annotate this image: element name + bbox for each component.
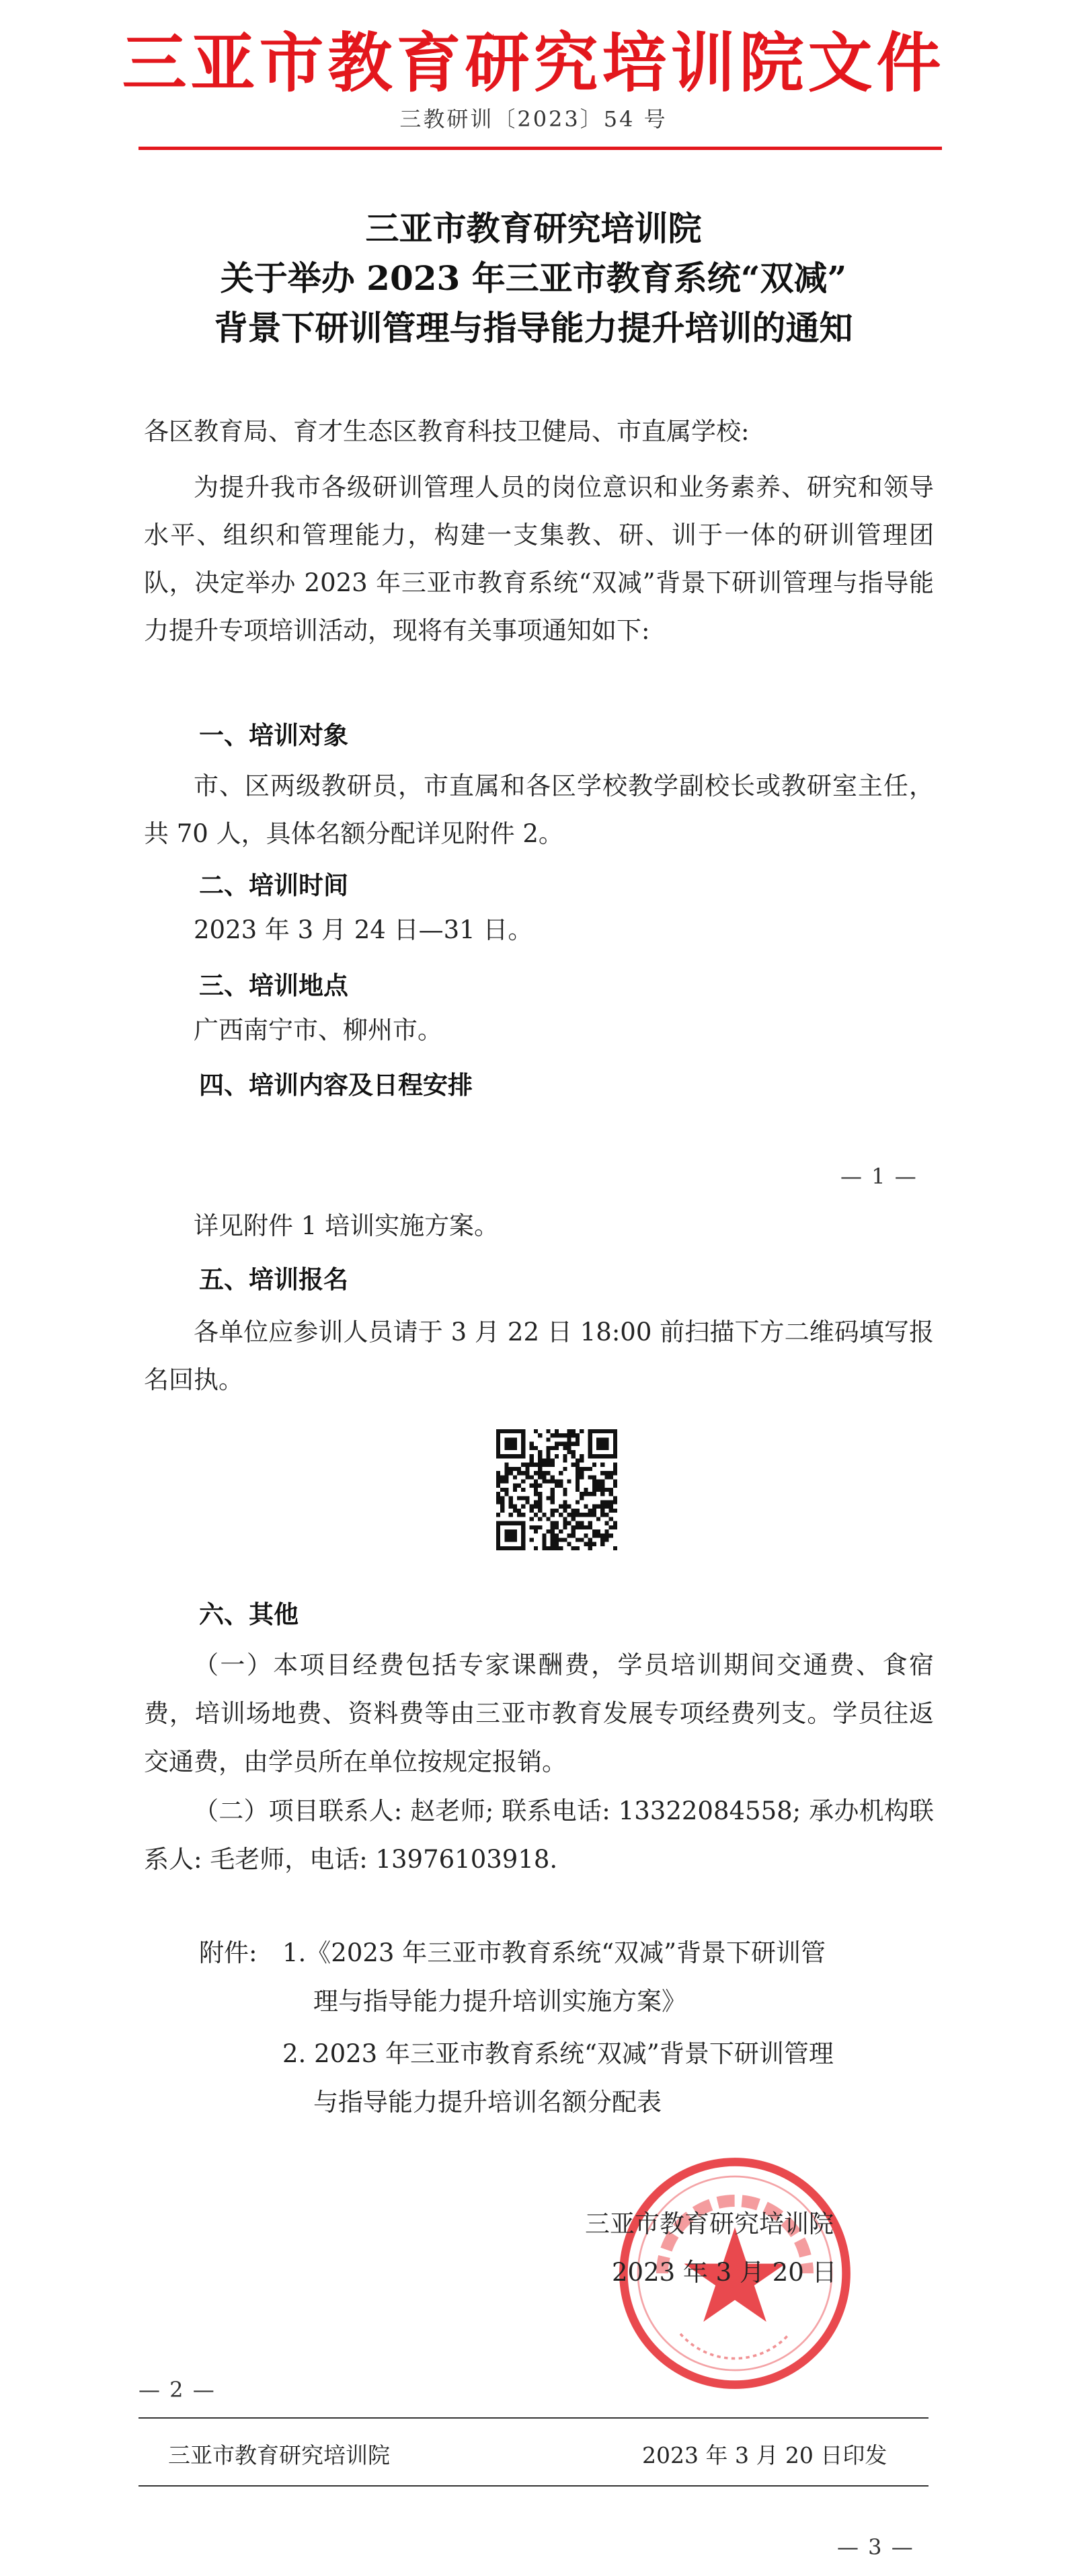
- intro-paragraph: 为提升我市各级研训管理人员的岗位意识和业务素养、研究和领导水平、组织和管理能力，构建一支集教、研、训于一体的研训管理团队，决定举办 2023 年三亚市教育系统“双减”背景下研训管理与指导能力提升专项培训活动，现将有关事项通知如下:: [144, 473, 934, 645]
- footer-print-date: 2023 年 3 月 20 日印发: [642, 2442, 887, 2468]
- attachment-1-line-2: 理与指导能力提升培训实施方案》: [313, 1987, 686, 2016]
- section-2-heading: 二、培训时间: [199, 871, 348, 900]
- red-divider-line: [139, 147, 942, 150]
- page-number-1: — 1 —: [840, 1164, 918, 1189]
- attachment-2-line-1: 2. 2023 年三亚市教育系统“双减”背景下研训管理: [282, 2039, 834, 2068]
- attachments-label: 附件:: [199, 1938, 258, 1967]
- section-4-heading: 四、培训内容及日程安排: [199, 1071, 473, 1100]
- section-4-body: 详见附件 1 培训实施方案。: [194, 1211, 500, 1240]
- masthead: 三亚市教育研究培训院文件: [122, 26, 945, 101]
- registration-qr-code[interactable]: [496, 1429, 617, 1550]
- signature-date: 2023 年 3 月 20 日: [612, 2258, 837, 2287]
- attachment-1-line-1: 1.《2023 年三亚市教育系统“双减”背景下研训管: [282, 1938, 826, 1967]
- footer-bottom-rule: [139, 2485, 928, 2487]
- document-number: 三教研训〔2023〕54 号: [399, 106, 668, 132]
- salutation: 各区教育局、育才生态区教育科技卫健局、市直属学校:: [144, 417, 750, 446]
- footer-top-rule: [139, 2417, 928, 2419]
- section-2-body: 2023 年 3 月 24 日—31 日。: [194, 915, 533, 944]
- section-6-heading: 六、其他: [199, 1600, 299, 1629]
- section-6-paragraph-2: （二）项目联系人: 赵老师; 联系电话: 13322084558; 承办机构联系人: 毛老师，电话: 13976103918.: [144, 1796, 934, 1874]
- section-3-body: 广西南宁市、柳州市。: [194, 1016, 442, 1045]
- page-number-2: — 2 —: [139, 2377, 216, 2402]
- attachment-2-line-2: 与指导能力提升培训名额分配表: [313, 2088, 662, 2117]
- signature-organization: 三亚市教育研究培训院: [585, 2209, 834, 2238]
- section-5-heading: 五、培训报名: [199, 1265, 348, 1294]
- section-6-paragraph-1: （一）本项目经费包括专家课酬费，学员培训期间交通费、食宿费，培训场地费、资料费等由三亚市教育发展专项经费列支。学员往返交通费，由学员所在单位按规定报销。: [144, 1651, 934, 1776]
- page-number-3: — 3 —: [837, 2534, 914, 2560]
- section-5-body: 各单位应参训人员请于 3 月 22 日 18:00 前扫描下方二维码填写报名回执。: [144, 1318, 934, 1394]
- section-1-heading: 一、培训对象: [199, 721, 348, 750]
- title-line-1: 三亚市教育研究培训院: [365, 209, 702, 248]
- footer-issuer: 三亚市教育研究培训院: [168, 2442, 390, 2468]
- title-line-2: 关于举办 2023 年三亚市教育系统“双减”: [220, 258, 847, 298]
- section-1-body: 市、区两级教研员，市直属和各区学校教学副校长或教研室主任，共 70 人，具体名额分配详见附件 2。: [144, 771, 934, 848]
- title-line-3: 背景下研训管理与指导能力提升培训的通知: [214, 308, 853, 348]
- section-3-heading: 三、培训地点: [199, 971, 348, 1000]
